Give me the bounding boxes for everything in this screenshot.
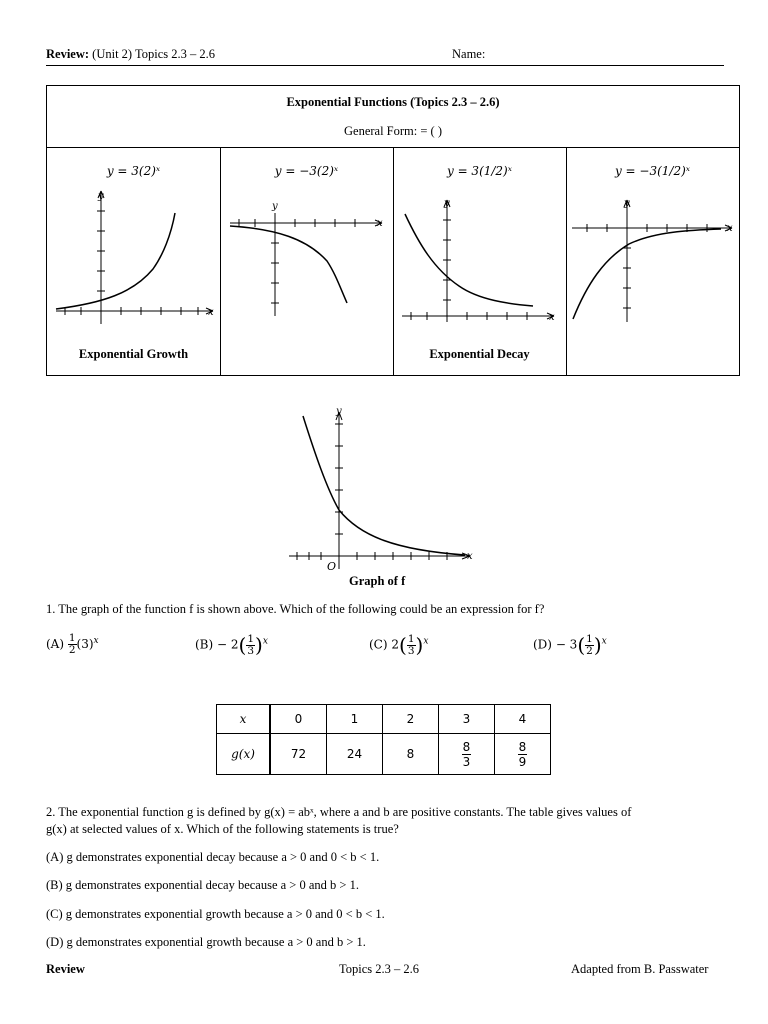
graph-f-caption: Graph of f bbox=[349, 574, 406, 588]
f-axis-x: x bbox=[467, 551, 473, 562]
equation-neg-growth: y = −3(2)ˣ bbox=[274, 164, 339, 178]
table-divider-1 bbox=[220, 147, 221, 375]
graph-negative-growth bbox=[227, 201, 392, 321]
gx-cell: 24 bbox=[327, 734, 383, 775]
table-row bbox=[217, 705, 551, 734]
svg-text:y: y bbox=[624, 198, 630, 209]
question-1: 1. The graph of the function f is shown above. Which of the following could be an expression for f? bbox=[46, 602, 545, 616]
caption-growth: Exponential Growth bbox=[78, 347, 189, 361]
f-axis-y: y bbox=[336, 406, 342, 417]
q2-answer-a: (A) g demonstrates exponential decay because a > 0 and 0 < b < 1. bbox=[46, 850, 380, 864]
review-label: Review: bbox=[46, 47, 90, 61]
graph-exponential-decay bbox=[399, 194, 564, 324]
x-cell: 0 bbox=[270, 705, 327, 734]
x-header: x bbox=[217, 705, 271, 734]
x-cell: 1 bbox=[327, 705, 383, 734]
svg-text:x: x bbox=[377, 218, 383, 229]
gx-cell: $\frac{8}{3}$ bbox=[439, 734, 495, 775]
q2-answer-b: (B) g demonstrates exponential decay because a > 0 and b > 1. bbox=[46, 878, 359, 892]
footer-center: Topics 2.3 – 2.6 bbox=[339, 962, 420, 976]
q2-answer-c: (C) g demonstrates exponential growth because a > 0 and 0 < b < 1. bbox=[46, 907, 385, 921]
axis-x-label: x bbox=[208, 307, 214, 318]
f-origin: O bbox=[327, 560, 337, 573]
equation-decay: y = 3(1/2)ˣ bbox=[446, 164, 513, 178]
general-form: General Form: = ( ) bbox=[344, 124, 442, 138]
gx-cell: 72 bbox=[270, 734, 327, 775]
svg-text:x: x bbox=[727, 223, 733, 234]
g-values-table bbox=[216, 704, 551, 775]
q1-choice-b: (B) − 2( $\frac{1}{3}$ )$^x$ bbox=[195, 632, 268, 657]
equation-neg-decay: y = −3(1/2)ˣ bbox=[614, 164, 691, 178]
x-cell: 2 bbox=[383, 705, 439, 734]
graph-exponential-growth bbox=[53, 189, 218, 329]
x-cell: 3 bbox=[439, 705, 495, 734]
gx-header: g(x) bbox=[217, 734, 271, 775]
q1-choice-c: (C) 2( $\frac{1}{3}$ )$^x$ bbox=[369, 632, 429, 657]
footer-left: Review bbox=[46, 962, 85, 976]
table-title: Exponential Functions (Topics 2.3 – 2.6) bbox=[286, 95, 500, 109]
graph-of-f bbox=[285, 404, 485, 576]
table-divider-3 bbox=[566, 147, 567, 375]
table-divider-2 bbox=[393, 147, 394, 375]
caption-decay: Exponential Decay bbox=[429, 347, 530, 361]
q2-answer-d: (D) g demonstrates exponential growth because a > 0 and b > 1. bbox=[46, 935, 366, 949]
gx-cell: $\frac{8}{9}$ bbox=[495, 734, 551, 775]
header-review bbox=[46, 47, 215, 62]
svg-text:y: y bbox=[444, 198, 450, 209]
q1-choice-d: (D) − 3( $\frac{1}{2}$ )$^x$ bbox=[533, 632, 607, 657]
gx-cell: 8 bbox=[383, 734, 439, 775]
q1-choice-a: (A) $\frac{1}{2}$ $(3)^x$ bbox=[46, 632, 99, 656]
question-2-line-2: g(x) at selected values of x. Which of the following statements is true? bbox=[46, 822, 399, 836]
footer-right: Adapted from B. Passwater bbox=[571, 962, 709, 976]
svg-text:y: y bbox=[272, 201, 278, 212]
equation-growth: y = 3(2)ˣ bbox=[106, 164, 161, 178]
name-label: Name: bbox=[452, 47, 486, 61]
question-2-line-1: 2. The exponential function g is defined by g(x) = abˣ, where a and b are positive constants. The table gives values of bbox=[46, 805, 632, 819]
unit-text: (Unit 2) Topics 2.3 – 2.6 bbox=[92, 47, 216, 61]
x-cell: 4 bbox=[495, 705, 551, 734]
graph-negative-decay bbox=[569, 194, 739, 324]
header-rule bbox=[46, 65, 724, 66]
table-row bbox=[217, 734, 551, 775]
exponential-functions-table bbox=[46, 85, 740, 376]
svg-text:x: x bbox=[549, 312, 555, 323]
axis-y-label: y bbox=[98, 191, 104, 202]
